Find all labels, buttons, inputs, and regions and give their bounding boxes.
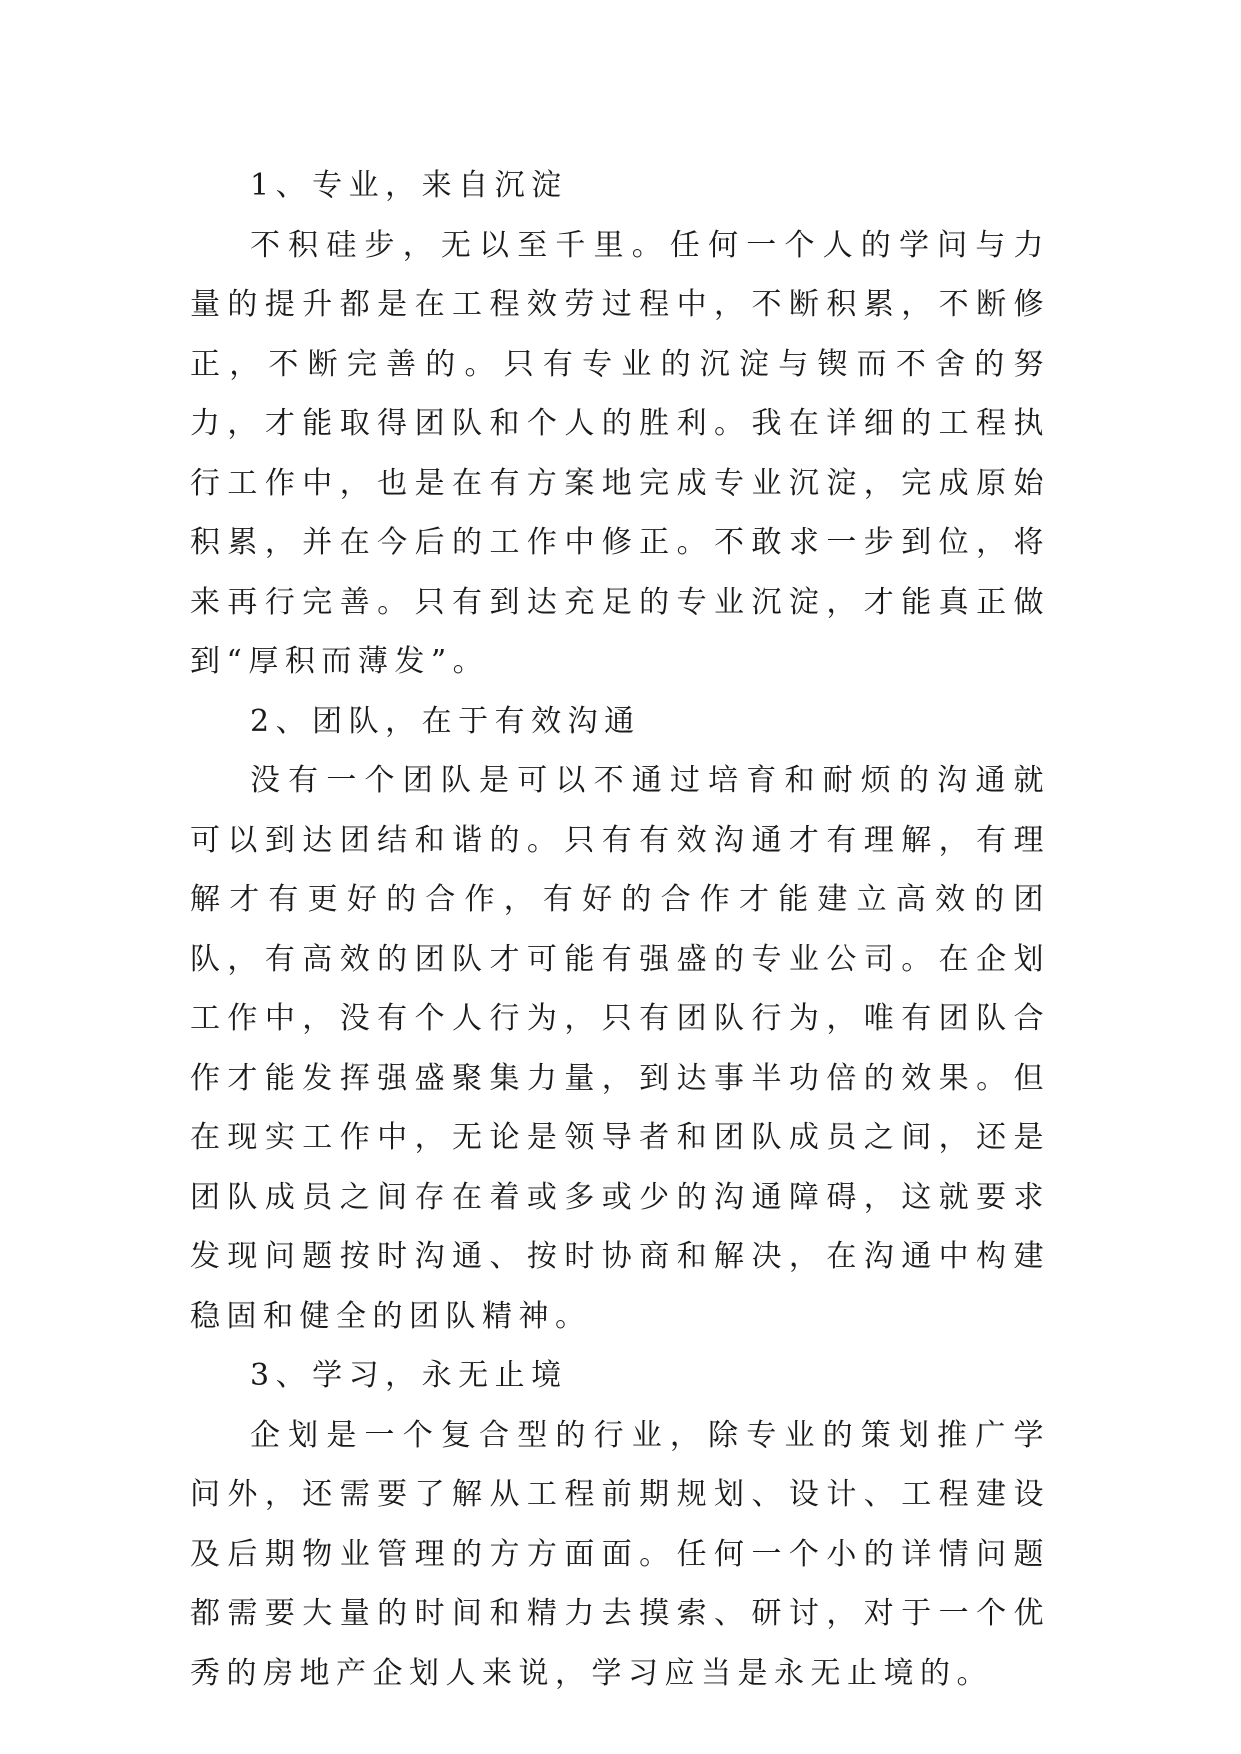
section-paragraph-3: 企划是一个复合型的行业，除专业的策划推广学问外，还需要了解从工程前期规划、设计、工程建设及后期物业管理的方方面面。任何一个小的详情问题都需要大量的时间和精力去摸索、研讨，对于一个优秀的房地产企划人来说，学习应当是永无止境的。 [190, 1417, 1050, 1691]
document-body [190, 156, 1050, 1703]
section-heading-3: 3、学习，永无止境 [250, 1358, 568, 1393]
section-heading-2: 2、团队，在于有效沟通 [250, 703, 641, 739]
section-paragraph-1: 不积硅步，无以至千里。任何一个人的学问与力量的提升都是在工程效劳过程中，不断积累，不断修正，不断完善的。只有专业的沉淀与锲而不舍的努力，才能取得团队和个人的胜利。我在详细的工程执行工作中，也是在有方案地完成专业沉淀，完成原始积累，并在今后的工作中修正。不敢求一步到位，将来再行完善。只有到达充足的专业沉淀，才能真正做到“厚积而薄发”。 [190, 227, 1050, 679]
section-heading-1: 1、专业，来自沉淀 [250, 168, 568, 203]
section-paragraph-2: 没有一个团队是可以不通过培育和耐烦的沟通就可以到达团结和谐的。只有有效沟通才有理解，有理解才有更好的合作，有好的合作才能建立高效的团队，有高效的团队才可能有强盛的专业公司。在企划工作中，没有个人行为，只有团队行为，唯有团队合作才能发挥强盛聚集力量，到达事半功倍的效果。但在现实工作中，无论是领导者和团队成员之间，还是团队成员之间存在着或多或少的沟通障碍，这就要求发现问题按时沟通、按时协商和解决，在沟通中构建稳固和健全的团队精神。 [190, 763, 1050, 1334]
